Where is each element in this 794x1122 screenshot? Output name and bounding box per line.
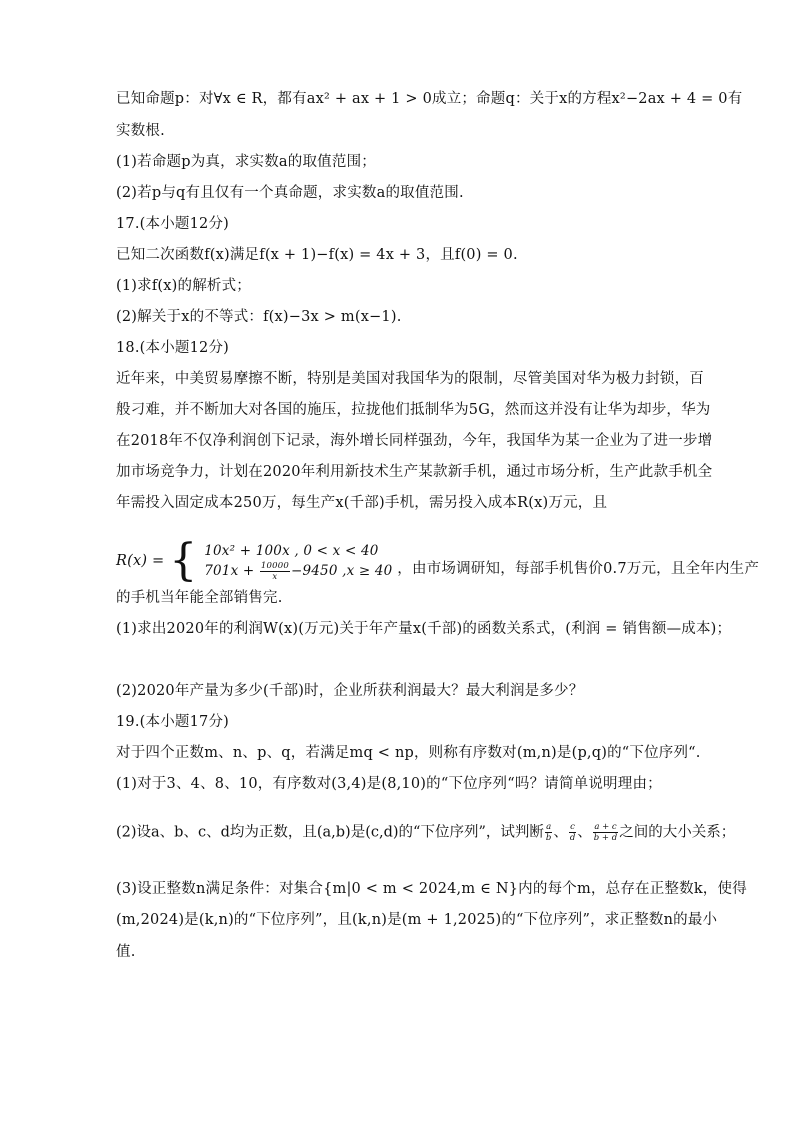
text-line: (1)求f(x)的解析式； [116, 278, 251, 294]
question-19-2-line [116, 822, 735, 843]
piecewise-lhs: R(x) = [116, 553, 165, 569]
text-line: 实数根. [116, 123, 165, 139]
text-line: 般刁难，并不断加大对各国的施压，拉拢他们抵制华为5G，然而这并没有让华为却步，华为 [116, 402, 711, 418]
fraction-sum [593, 822, 618, 843]
text-line: 18.(本小题12分) [116, 340, 230, 356]
piecewise-cases [204, 541, 392, 582]
text-line: (2)若p与q有且仅有一个真命题，求实数a的取值范围. [116, 185, 464, 201]
text-line: 17.(本小题12分) [116, 216, 230, 232]
text-line: 近年来，中美贸易摩擦不断，特别是美国对我国华为的限制，尽管美国对华为极力封锁，百 [116, 371, 704, 387]
q19-2-sep-2: 、 [577, 824, 592, 841]
q19-2-sep-1: 、 [553, 824, 568, 841]
text-line: 值. [116, 944, 136, 960]
piecewise-tail: ，由市场调研知，每部手机售价0.7万元，且全年内生产 [397, 561, 760, 577]
text-line: 的手机当年能全部销售完. [116, 590, 283, 606]
fraction-sum-den: b + d [593, 833, 618, 843]
fraction-c-over-d-num: c [570, 822, 575, 832]
fraction-c-over-d-den: d [569, 833, 576, 843]
text-line: (1)求出2020年的利润W(x)(万元)关于年产量x(千部)的函数关系式，(利润 = 销售额—成本)； [116, 621, 732, 637]
text-line: (2)解关于x的不等式：f(x)−3x > m(x−1). [116, 309, 402, 325]
q19-2-before: (2)设a、b、c、d均为正数，且(a,b)是(c,d)的“下位序列”，试判断 [116, 824, 544, 841]
text-line: 对于四个正数m、n、p、q，若满足mq < np，则称有序数对(m,n)是(p,q)的“下位序列“. [116, 745, 701, 761]
fraction-a-over-b [545, 822, 552, 843]
piecewise-row-2-a: 701x + [204, 562, 255, 579]
fraction-a-over-b-num: a [546, 822, 552, 832]
text-line: (m,2024)是(k,n)的“下位序列”，且(k,n)是(m + 1,2025)的“下位序列”，求正整数n的最小 [116, 912, 718, 928]
piecewise-row-2 [204, 561, 392, 582]
piecewise-fraction [260, 561, 290, 582]
text-line: 年需投入固定成本250万，每生产x(千部)手机，需另投入成本R(x)万元，且 [116, 495, 608, 511]
text-line: (2)2020年产量为多少(千部)时，企业所获利润最大？最大利润是多少？ [116, 683, 584, 699]
piecewise-fraction-numerator: 10000 [260, 560, 289, 571]
text-line: (1)若命题p为真，求实数a的取值范围； [116, 154, 376, 170]
fraction-c-over-d [569, 822, 576, 843]
piecewise-fraction-denominator: x [272, 571, 278, 582]
fraction-a-over-b-den: b [545, 833, 552, 843]
q19-2-after: 之间的大小关系； [619, 824, 736, 841]
text-line: 已知命题p：对∀x ∈ R，都有ax² + ax + 1 > 0成立；命题q：关于x的方程x²−2ax + 4 = 0有 [116, 91, 743, 107]
piecewise-row-1: 10x² + 100x , 0 < x < 40 [204, 542, 379, 559]
text-line: 19.(本小题17分) [116, 714, 230, 730]
text-line: 加市场竞争力，计划在2020年利用新技术生产某款新手机，通过市场分析，生产此款手机全 [116, 464, 713, 480]
text-line: (1)对于3、4、8、10，有序数对(3,4)是(8,10)的“下位序列“吗？请简单说明理由； [116, 776, 662, 792]
text-line: 在2018年不仅净利润创下记录，海外增长同样强劲，今年，我国华为某一企业为了进一步增 [116, 433, 713, 449]
text-line: 已知二次函数f(x)满足f(x + 1)−f(x) = 4x + 3，且f(0) = 0. [116, 247, 518, 263]
piecewise-brace: { [169, 535, 198, 586]
fraction-sum-num: a + c [594, 822, 617, 832]
piecewise-row-2-b: −9450 ,x ≥ 40 [290, 562, 393, 579]
text-line: (3)设正整数n满足条件：对集合{m|0 < m < 2024,m ∈ N}内的每个m，总存在正整数k，使得 [116, 881, 747, 897]
piecewise-cost-function [116, 535, 760, 586]
